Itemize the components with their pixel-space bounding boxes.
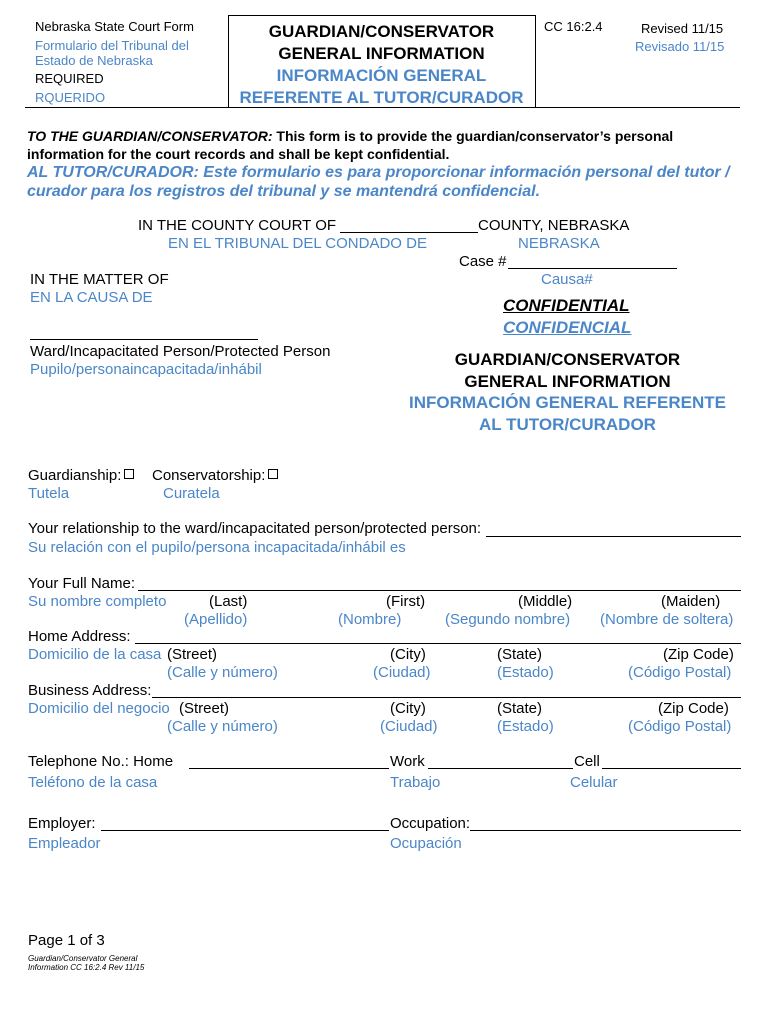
conservatorship-option	[152, 467, 278, 484]
ward-label: Ward/Incapacitated Person/Protected Person	[30, 343, 331, 360]
home-state-caption-es: (Estado)	[497, 664, 554, 681]
full-name-label-es: Su nombre completo	[28, 593, 167, 610]
employer-label: Employer:	[28, 815, 96, 832]
home-city-caption-es: (Ciudad)	[373, 664, 431, 681]
home-address-input[interactable]	[135, 643, 741, 644]
intro-line-1	[27, 128, 673, 144]
phone-home-label-es: Teléfono de la casa	[28, 774, 158, 791]
home-state-caption: (State)	[497, 646, 543, 663]
first-name-caption-es: (Nombre)	[338, 611, 402, 628]
business-city-caption: (City)	[390, 700, 426, 717]
employer-label-es: Empleador	[28, 835, 101, 852]
section-title-es-1: INFORMACIÓN GENERAL REFERENTE	[408, 393, 727, 412]
home-address-label: Home Address:	[28, 628, 131, 645]
home-zip-caption: (Zip Code)	[663, 646, 734, 663]
phone-cell-input[interactable]	[602, 768, 741, 769]
business-zip-caption-es: (Código Postal)	[628, 718, 732, 735]
business-address-label: Business Address:	[28, 682, 152, 699]
court-es-suffix: NEBRASKA	[518, 235, 600, 252]
first-name-caption: (First)	[386, 593, 426, 610]
header-title-es-2: REFERENTE AL TUTOR/CURADOR	[239, 88, 524, 107]
home-address-label-es: Domicilio de la casa	[28, 646, 162, 663]
business-state-caption: (State)	[497, 700, 543, 717]
required-label: REQUIRED	[35, 71, 104, 86]
case-label-es: Causa#	[541, 271, 593, 288]
matter-label: IN THE MATTER OF	[30, 271, 169, 288]
revised-date-es: Revisado 11/15	[635, 39, 725, 54]
guardianship-label: Guardianship:	[28, 467, 122, 484]
ward-label-es: Pupilo/personaincapacitada/inhábil	[30, 361, 262, 378]
ward-name-input[interactable]	[30, 339, 258, 340]
form-label-es-2: Estado de Nebraska	[35, 53, 153, 68]
section-title-2: GENERAL INFORMATION	[464, 372, 671, 391]
form-label-es-1: Formulario del Tribunal del	[35, 38, 189, 53]
phone-work-label: Work	[390, 753, 425, 770]
section-title-es-2: AL TUTOR/CURADOR	[479, 415, 656, 434]
court-line-suffix: COUNTY, NEBRASKA	[478, 217, 630, 234]
full-name-input[interactable]	[138, 590, 741, 591]
case-number-input[interactable]	[508, 268, 677, 269]
business-city-caption-es: (Ciudad)	[380, 718, 438, 735]
form-label: Nebraska State Court Form	[35, 19, 194, 34]
maiden-name-caption: (Maiden)	[661, 593, 721, 610]
header-title-2: GENERAL INFORMATION	[278, 44, 485, 63]
header-title-1: GUARDIAN/CONSERVATOR	[268, 22, 495, 41]
section-title-1: GUARDIAN/CONSERVATOR	[454, 350, 681, 369]
phone-work-input[interactable]	[428, 768, 573, 769]
phone-work-label-es: Trabajo	[390, 774, 441, 791]
guardianship-checkbox[interactable]	[124, 469, 134, 479]
header-title-top-rule	[228, 15, 535, 16]
occupation-label: Occupation:	[390, 815, 471, 832]
intro-es-2: curador para los registros del tribunal y se mantendrá confidencial.	[27, 183, 541, 200]
confidential-label-es: CONFIDENCIAL	[503, 318, 632, 337]
phone-home-label: Telephone No.: Home	[28, 753, 174, 770]
relationship-label: Your relationship to the ward/incapacitated person/protected person:	[28, 520, 482, 537]
business-address-input[interactable]	[152, 697, 741, 698]
form-code: CC 16:2.4	[544, 19, 603, 34]
relationship-input[interactable]	[486, 536, 741, 537]
occupation-label-es: Ocupación	[390, 835, 462, 852]
header-title-es-1: INFORMACIÓN GENERAL	[276, 66, 487, 85]
home-zip-caption-es: (Código Postal)	[628, 664, 732, 681]
footer-form-name-2: Information CC 16:2.4 Rev 11/15	[28, 963, 145, 972]
phone-home-input[interactable]	[189, 768, 389, 769]
middle-name-caption: (Middle)	[518, 593, 573, 610]
intro-text-2: information for the court records and shall be kept confidential.	[27, 146, 450, 162]
home-city-caption: (City)	[390, 646, 426, 663]
required-label-es: RQUERIDO	[35, 90, 106, 105]
phone-cell-label-es: Celular	[570, 774, 618, 791]
home-street-caption: (Street)	[167, 646, 218, 663]
phone-cell-label: Cell	[574, 753, 600, 770]
relationship-label-es: Su relación con el pupilo/persona incapacitada/inhábil es	[28, 539, 406, 556]
confidential-label: CONFIDENTIAL	[503, 296, 630, 315]
last-name-caption: (Last)	[209, 593, 248, 610]
employer-input[interactable]	[101, 830, 389, 831]
last-name-caption-es: (Apellido)	[184, 611, 248, 628]
intro-text-1: This form is to provide the guardian/conservator’s personal	[276, 128, 674, 144]
footer-form-name-1: Guardian/Conservator General	[28, 954, 138, 963]
full-name-label: Your Full Name:	[28, 575, 135, 592]
intro-es-1: AL TUTOR/CURADOR: Este formulario es para proporcionar información personal del tutor /	[27, 164, 730, 181]
business-state-caption-es: (Estado)	[497, 718, 554, 735]
intro-lead: TO THE GUARDIAN/CONSERVATOR:	[27, 128, 273, 144]
revised-date: Revised 11/15	[641, 21, 724, 36]
conservatorship-label: Conservatorship:	[152, 467, 266, 484]
business-street-caption-es: (Calle y número)	[167, 718, 278, 735]
case-label: Case #	[459, 253, 507, 270]
header-divider-right	[535, 15, 536, 108]
guardianship-label-es: Tutela	[28, 485, 70, 502]
page-number: Page 1 of 3	[28, 932, 105, 949]
court-es-prefix: EN EL TRIBUNAL DEL CONDADO DE	[168, 235, 427, 252]
business-street-caption: (Street)	[179, 700, 230, 717]
matter-label-es: EN LA CAUSA DE	[30, 289, 153, 306]
middle-name-caption-es: (Segundo nombre)	[445, 611, 571, 628]
business-zip-caption: (Zip Code)	[658, 700, 729, 717]
home-street-caption-es: (Calle y número)	[167, 664, 278, 681]
court-line-prefix: IN THE COUNTY COURT OF	[138, 217, 337, 234]
conservatorship-checkbox[interactable]	[268, 469, 278, 479]
maiden-name-caption-es: (Nombre de soltera)	[600, 611, 734, 628]
occupation-input[interactable]	[470, 830, 741, 831]
guardianship-option	[28, 467, 134, 484]
county-input[interactable]	[340, 232, 478, 233]
conservatorship-label-es: Curatela	[163, 485, 220, 502]
business-address-label-es: Domicilio del negocio	[28, 700, 170, 717]
